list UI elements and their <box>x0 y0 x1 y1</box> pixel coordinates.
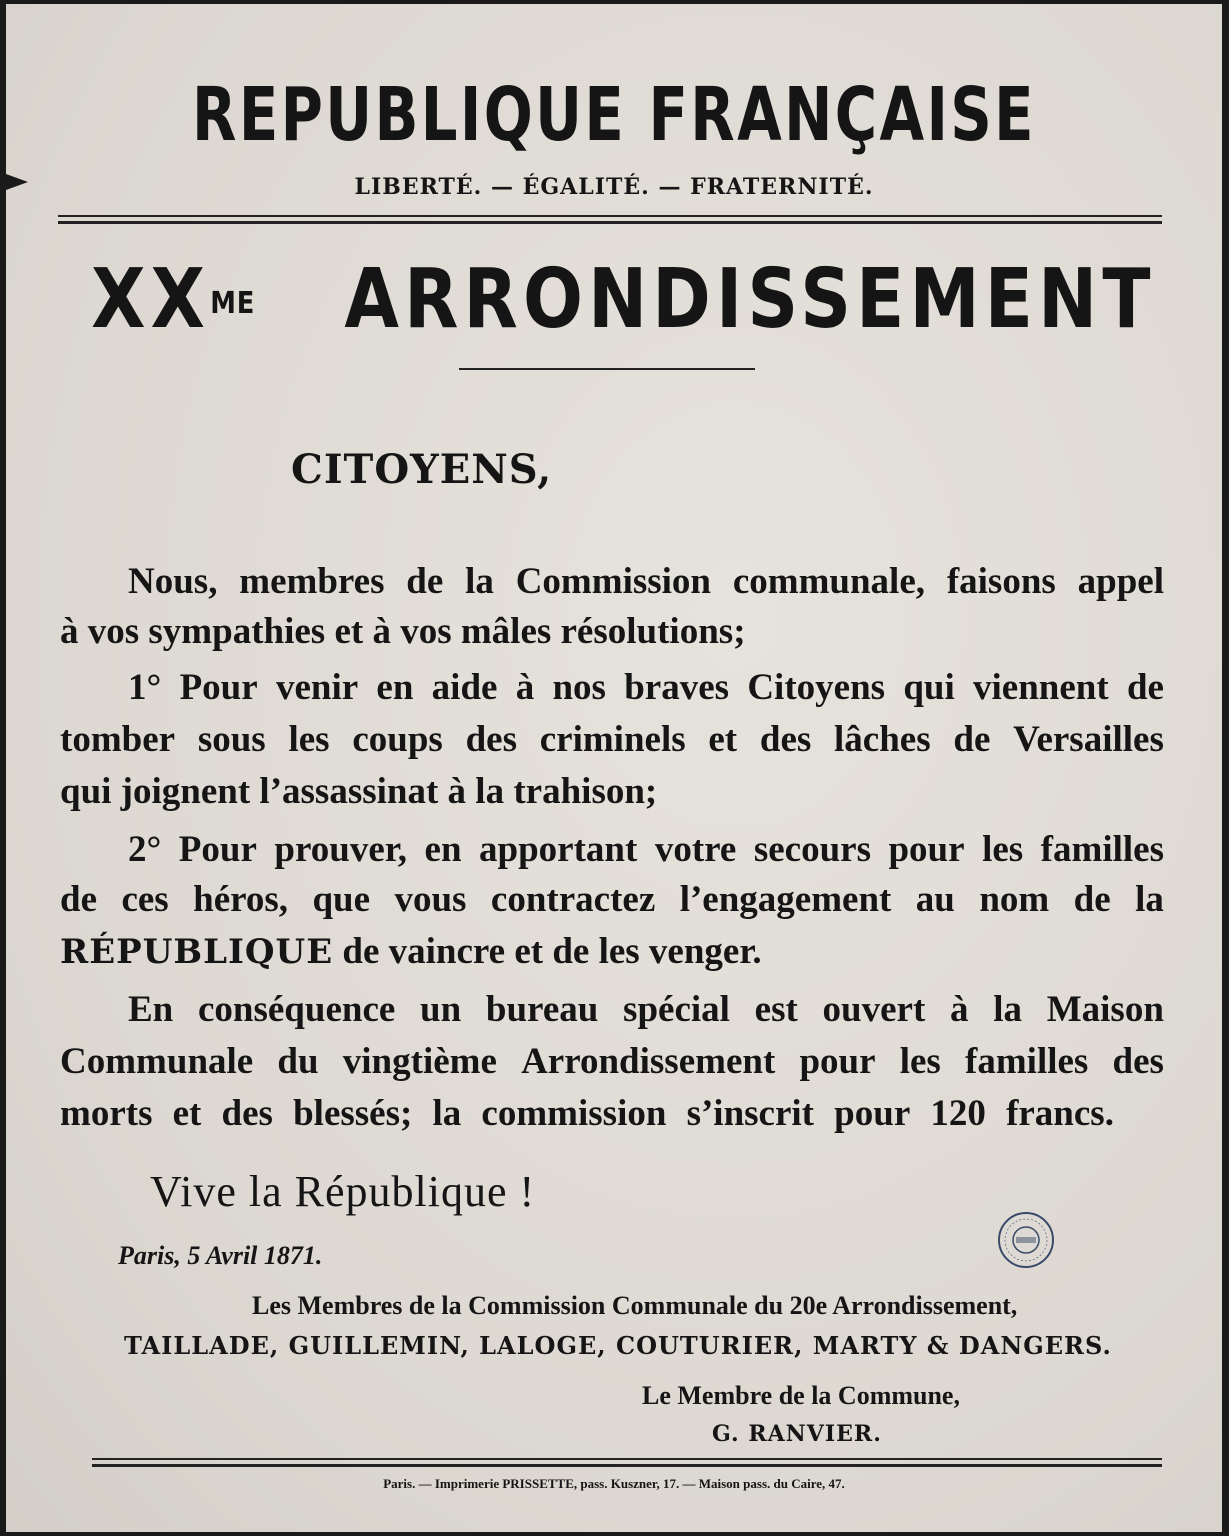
heading-underline <box>459 368 755 370</box>
body-word: morts <box>60 1093 153 1134</box>
body-line-rest: de vaincre et de les venger. <box>333 931 762 972</box>
body-word: 2° <box>128 829 162 870</box>
body-line: à vos sympathies et à vos mâles résolutions; <box>60 611 746 652</box>
body-word: vous <box>394 879 467 920</box>
body-word: de <box>1126 667 1164 708</box>
body-word: spécial <box>623 989 730 1030</box>
body-word: bureau <box>485 989 599 1030</box>
body-line: qui joignent l’assassinat à la trahison; <box>60 771 658 812</box>
body-word: familles <box>965 1041 1089 1082</box>
signatory-name: G. RANVIER. <box>712 1421 882 1447</box>
body-word: tomber <box>60 719 176 760</box>
body-word: ouvert <box>822 989 926 1030</box>
body-word: héros, <box>193 879 289 920</box>
divider-thin <box>58 215 1162 217</box>
body-word: contractez <box>490 879 656 920</box>
body-word: de <box>406 561 444 602</box>
library-stamp-icon <box>996 1210 1056 1270</box>
poster <box>6 4 1222 1532</box>
body-word: s’inscrit <box>686 1093 815 1134</box>
poster-title: REPUBLIQUE FRANÇAISE <box>192 72 1036 158</box>
body-word: la <box>993 989 1022 1030</box>
body-word: les <box>288 719 330 760</box>
devise: LIBERTÉ. — ÉGALITÉ. — FRATERNITÉ. <box>354 174 874 200</box>
body-word: à <box>515 667 535 708</box>
body-word: de <box>60 879 97 920</box>
arrondissement-heading <box>91 250 1156 350</box>
body-word: criminels <box>539 719 686 760</box>
body-word: votre <box>654 829 737 870</box>
body-line <box>128 827 1164 873</box>
body-word: En <box>128 989 174 1030</box>
body-line <box>60 929 762 975</box>
body-word: coups <box>352 719 443 760</box>
body-word: familles <box>1040 829 1164 870</box>
commission-members-line: Les Membres de la Commission Communale du 20e Arrondissement, <box>252 1291 1018 1320</box>
arrondissement-suffix: ME <box>210 286 256 321</box>
body-line <box>128 559 1164 605</box>
body-word: blessés; <box>293 1093 413 1134</box>
body-word: et <box>708 719 738 760</box>
body-word: de <box>1073 879 1111 920</box>
body-word: nom <box>979 879 1050 920</box>
body-word: l’engagement <box>679 879 892 920</box>
body-word: Arrondissement <box>521 1041 776 1082</box>
body-word: secours <box>753 829 871 870</box>
body-word: en <box>424 829 462 870</box>
body-word: la <box>432 1093 462 1134</box>
footer-divider-thick <box>92 1464 1162 1467</box>
body-word: Nous, <box>128 561 218 602</box>
body-word: appel <box>1077 561 1164 602</box>
date-line: Paris, 5 Avril 1871. <box>118 1241 323 1270</box>
printer-imprint: Paris. — Imprimerie PRISSETTE, pass. Kuszner, 17. — Maison pass. du Caire, 47. <box>383 1476 845 1491</box>
vive-la-republique: Vive la République ! <box>150 1167 536 1216</box>
body-word: qui <box>903 667 955 708</box>
body-word: faisons <box>946 561 1056 602</box>
body-word: communale, <box>732 561 926 602</box>
body-word: des <box>759 719 812 760</box>
body-word: conséquence <box>197 989 396 1030</box>
body-word: francs. <box>1006 1093 1114 1134</box>
salutation: CITOYENS, <box>291 446 553 493</box>
body-word: viennent <box>973 667 1109 708</box>
body-line <box>60 1091 1114 1137</box>
member-names: TAILLADE, GUILLEMIN, LALOGE, COUTURIER, MARTY & DANGERS. <box>124 1331 1112 1360</box>
body-word: la <box>1135 879 1164 920</box>
body-word: lâches <box>834 719 931 760</box>
body-line <box>60 717 1164 763</box>
body-word: Maison <box>1046 989 1164 1030</box>
body-word: Pour <box>178 829 257 870</box>
body-word: Pour <box>179 667 258 708</box>
body-word: des <box>221 1093 273 1134</box>
body-word: les <box>899 1041 941 1082</box>
body-word: commission <box>481 1093 667 1134</box>
body-word: est <box>754 989 798 1030</box>
body-word: des <box>465 719 517 760</box>
commune-member-line: Le Membre de la Commune, <box>642 1381 960 1410</box>
arrondissement-number: XX <box>91 252 211 347</box>
body-word: un <box>420 989 462 1030</box>
body-word: les <box>982 829 1024 870</box>
body-word: pour <box>799 1041 876 1082</box>
body-line <box>60 877 1164 923</box>
body-word: de <box>953 719 991 760</box>
body-word: la <box>465 561 494 602</box>
body-word: sous <box>197 719 266 760</box>
body-word: et <box>172 1093 202 1134</box>
body-word: aide <box>431 667 498 708</box>
body-word: braves <box>624 667 730 708</box>
body-word: pour <box>834 1093 911 1134</box>
body-word: nos <box>552 667 606 708</box>
body-word: Communale <box>60 1041 254 1082</box>
arrondissement-word: ARRONDISSEMENT <box>344 252 1156 347</box>
body-word: vingtième <box>342 1041 497 1082</box>
body-word: que <box>312 879 371 920</box>
body-word: Versailles <box>1013 719 1164 760</box>
body-word: à <box>950 989 969 1030</box>
body-word: ces <box>121 879 169 920</box>
body-word: pour <box>888 829 965 870</box>
body-word: apportant <box>479 829 638 870</box>
footer-divider-thin <box>92 1458 1162 1460</box>
body-word: membres <box>239 561 385 602</box>
body-word: des <box>1112 1041 1164 1082</box>
body-word: du <box>277 1041 319 1082</box>
body-word: au <box>915 879 955 920</box>
divider-thick <box>58 221 1162 224</box>
body-word: en <box>376 667 414 708</box>
body-word: Commission <box>515 561 712 602</box>
body-word: 120 <box>930 1093 986 1134</box>
body-line <box>128 665 1164 711</box>
body-word: prouver, <box>274 829 408 870</box>
body-word: Citoyens <box>747 667 886 708</box>
body-word: 1° <box>128 667 162 708</box>
body-word: venir <box>275 667 359 708</box>
body-line <box>60 1039 1164 1085</box>
republique-emphasis: RÉPUBLIQUE <box>60 932 334 972</box>
body-line <box>128 987 1164 1033</box>
